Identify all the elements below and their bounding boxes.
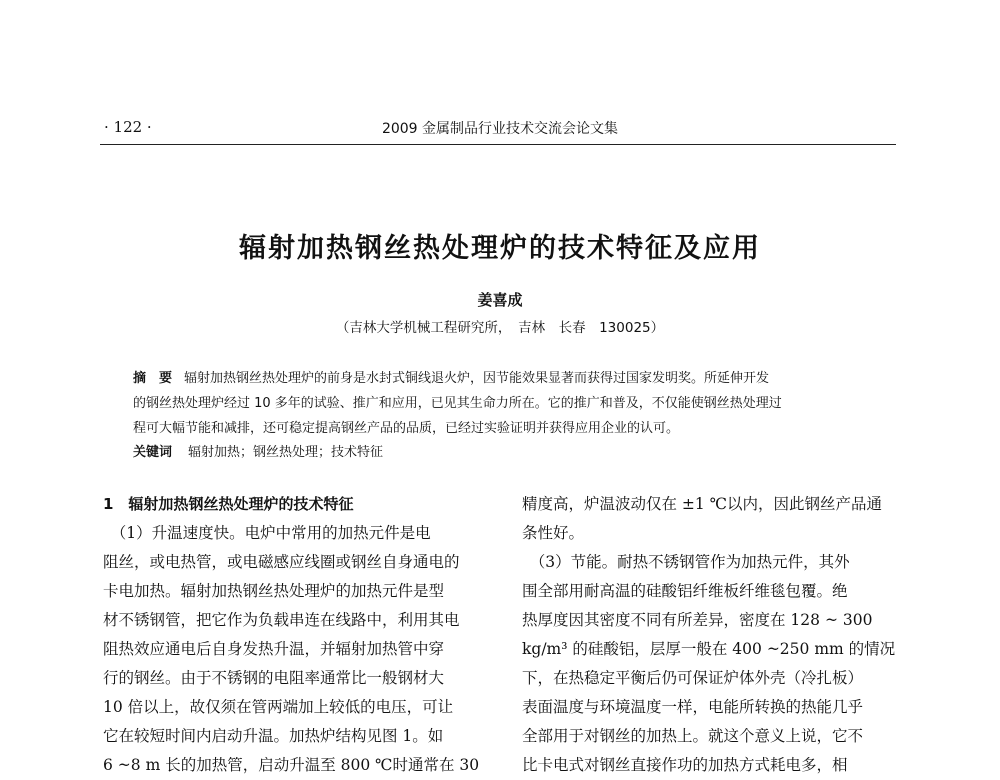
- body-line: （3）节能。耐热不锈钢管作为加热元件，其外: [522, 553, 850, 571]
- abstract-text: 辐射加热钢丝热处理炉的前身是水封式铜线退火炉，因节能效果显著而获得过国家发明奖。所延伸开发: [184, 371, 770, 386]
- abstract-block: [133, 366, 873, 441]
- body-line: 围全部用耐高温的硅酸铝纤维板纤维毯包覆。绝: [522, 582, 848, 600]
- body-column-right: [522, 490, 902, 780]
- section-heading: 1 辐射加热钢丝热处理炉的技术特征: [103, 495, 354, 513]
- body-line: 阻丝，或电热管，或电磁感应线圈或钢丝自身通电的: [103, 553, 460, 571]
- abstract-label: 摘 要: [133, 371, 173, 386]
- body-line: 材不锈钢管，把它作为负载串连在线路中，利用其电: [103, 611, 460, 629]
- body-line: 热厚度因其密度不同有所差异，密度在 128 ~ 300: [522, 611, 873, 629]
- abstract-line: 的钢丝热处理炉经过 10 多年的试验、推广和应用，已见其生命力所在。它的推广和普及，不仅能使钢丝热处理过: [133, 396, 782, 411]
- body-line: 全部用于对钢丝的加热上。就这个意义上说，它不: [522, 727, 864, 745]
- body-line: 表面温度与环境温度一样，电能所转换的热能几乎: [522, 698, 864, 716]
- body-line: 比卡电式对钢丝直接作功的加热方式耗电多，相: [522, 756, 848, 774]
- body-line: 行的钢丝。由于不锈钢的电阻率通常比一般钢材大: [103, 669, 445, 687]
- body-line: 6 ~8 m 长的加热管，启动升温至 800 ℃时通常在 30: [103, 756, 480, 774]
- body-line: 下，在热稳定平衡后仍可保证炉体外壳（冷扎板）: [522, 669, 864, 687]
- body-line: 10 倍以上，故仅须在管两端加上较低的电压，可让: [103, 698, 454, 716]
- body-line: 卡电加热。辐射加热钢丝热处理炉的加热元件是型: [103, 582, 445, 600]
- body-line: 精度高，炉温波动仅在 ±1 ℃以内，因此钢丝产品通: [522, 495, 883, 513]
- body-line: 条性好。: [522, 524, 585, 542]
- body-line: 阻热效应通电后自身发热升温，并辐射加热管中穿: [103, 640, 445, 658]
- page-number: · 122 ·: [104, 118, 152, 136]
- keywords-text: 辐射加热；钢丝热处理；技术特征: [188, 445, 384, 460]
- abstract-line: [133, 366, 873, 391]
- running-header: 2009 金属制品行业技术交流会论文集: [381, 121, 619, 137]
- author-affiliation: （吉林大学机械工程研究所， 吉林 长春 130025）: [335, 320, 665, 336]
- author-name: 姜喜成: [477, 291, 523, 309]
- body-line: 它在较短时间内启动升温。加热炉结构见图 1。如: [103, 727, 444, 745]
- body-column-left: [103, 490, 491, 780]
- body-line: kg/m³ 的硅酸铝，层厚一般在 400 ~250 mm 的情况: [522, 640, 896, 658]
- abstract-line: 程可大幅节能和减排，还可稳定提高钢丝产品的品质，已经过实验证明并获得应用企业的认可。: [133, 421, 680, 436]
- header-rule: [100, 144, 896, 145]
- keywords-block: [133, 441, 383, 460]
- paper-title: 辐射加热钢丝热处理炉的技术特征及应用: [239, 233, 761, 264]
- keywords-label: 关键词: [133, 445, 173, 460]
- body-line: （1）升温速度快。电炉中常用的加热元件是电: [103, 524, 431, 542]
